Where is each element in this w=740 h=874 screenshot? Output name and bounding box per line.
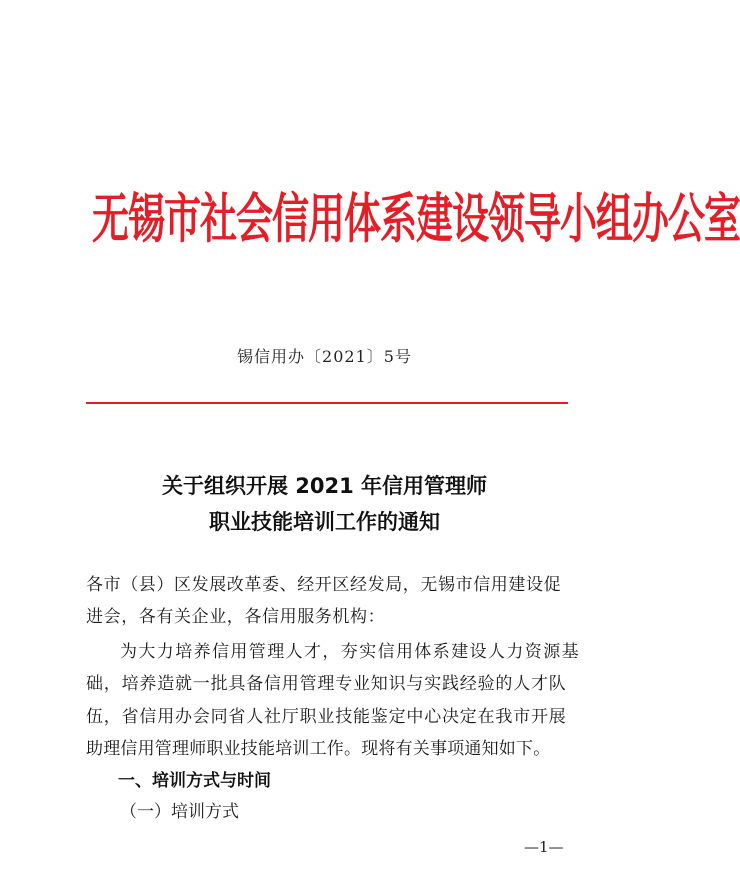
paragraph-line-1: 为大力培养信用管理人才，夯实信用体系建设人力资源基	[120, 642, 580, 662]
document-title-line-1: 关于组织开展 2021 年信用管理师	[161, 474, 488, 498]
red-separator-line	[86, 402, 568, 404]
page-number: —1—	[524, 838, 564, 856]
subsection-heading: （一）培训方式	[120, 802, 239, 822]
document-title-line-2: 职业技能培训工作的通知	[209, 510, 440, 534]
issuing-office-header: 无锡市社会信用体系建设领导小组办公室	[92, 186, 740, 250]
paragraph-line-4: 助理信用管理师职业技能培训工作。现将有关事项通知如下。	[86, 739, 551, 759]
section-heading: 一、培训方式与时间	[118, 771, 271, 791]
recipients-line-2: 进会，各有关企业，各信用服务机构：	[86, 607, 386, 627]
recipients-line-1: 各市（县）区发展改革委、经开区经发局，无锡市信用建设促	[86, 575, 562, 595]
paragraph-line-3: 伍，省信用办会同省人社厅职业技能鉴定中心决定在我市开展	[86, 707, 567, 727]
paragraph-line-2: 础，培养造就一批具备信用管理专业知识与实践经验的人才队	[86, 674, 567, 694]
document-number: 锡信用办〔2021〕5号	[237, 347, 412, 366]
